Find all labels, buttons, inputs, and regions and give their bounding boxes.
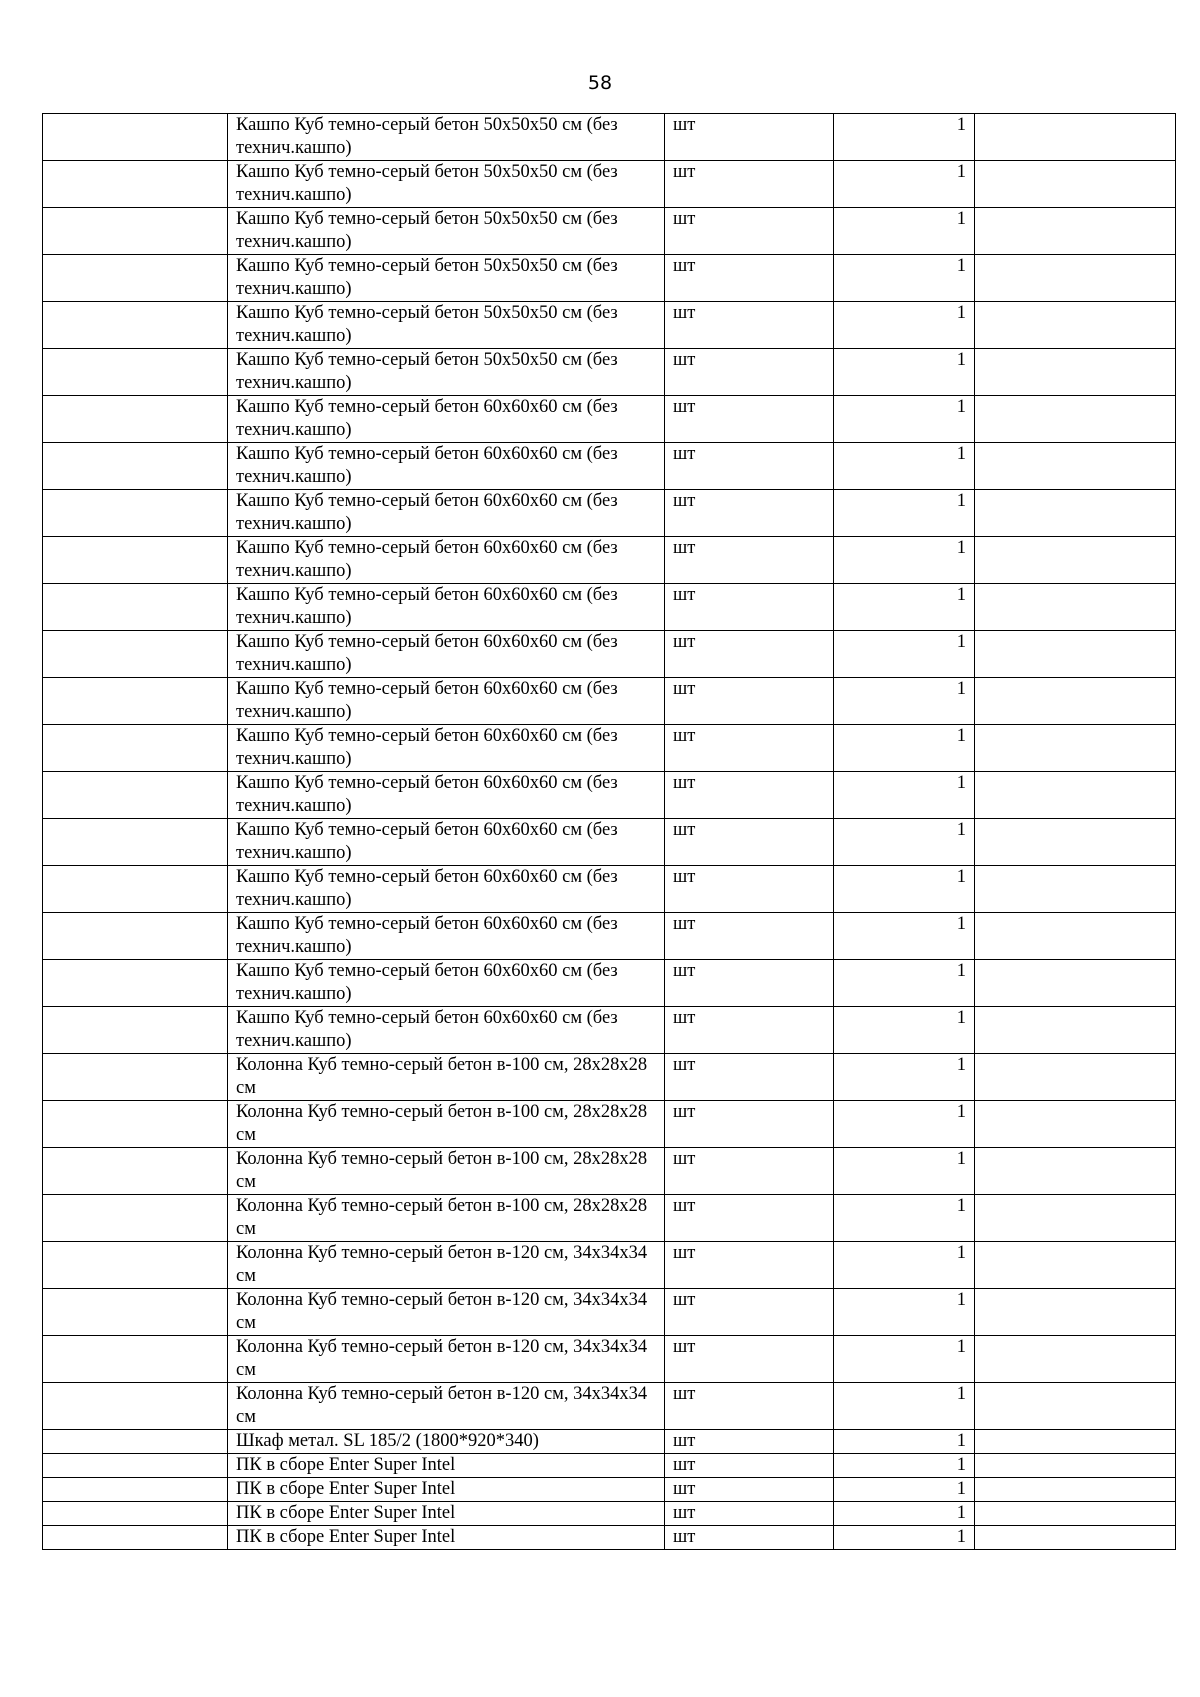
item-name-cell: Кашпо Куб темно-серый бетон 50х50х50 см (без технич.кашпо) bbox=[228, 349, 665, 396]
unit-cell: шт bbox=[665, 396, 834, 443]
item-name-cell: Кашпо Куб темно-серый бетон 50х50х50 см (без технич.кашпо) bbox=[228, 114, 665, 161]
table-row bbox=[43, 1148, 1176, 1195]
table-row bbox=[43, 678, 1176, 725]
table-row bbox=[43, 819, 1176, 866]
notes-cell bbox=[975, 208, 1176, 255]
table-row bbox=[43, 1054, 1176, 1101]
unit-cell: шт bbox=[665, 1148, 834, 1195]
unit-cell: шт bbox=[665, 772, 834, 819]
table-row bbox=[43, 1242, 1176, 1289]
table-row bbox=[43, 255, 1176, 302]
quantity-cell: 1 bbox=[834, 631, 975, 678]
unit-cell: шт bbox=[665, 678, 834, 725]
item-name-cell: ПК в сборе Enter Super Intel bbox=[228, 1454, 665, 1478]
table-row bbox=[43, 537, 1176, 584]
table-row bbox=[43, 1502, 1176, 1526]
table-row bbox=[43, 913, 1176, 960]
table-row bbox=[43, 1195, 1176, 1242]
row-blank-cell bbox=[43, 866, 228, 913]
table-row bbox=[43, 443, 1176, 490]
notes-cell bbox=[975, 1526, 1176, 1550]
item-name-cell: Колонна Куб темно-серый бетон в-100 см, 28х28х28 см bbox=[228, 1101, 665, 1148]
quantity-cell: 1 bbox=[834, 1289, 975, 1336]
quantity-cell: 1 bbox=[834, 349, 975, 396]
quantity-cell: 1 bbox=[834, 1101, 975, 1148]
row-blank-cell bbox=[43, 1502, 228, 1526]
notes-cell bbox=[975, 819, 1176, 866]
unit-cell: шт bbox=[665, 1054, 834, 1101]
item-name-cell: Кашпо Куб темно-серый бетон 60х60х60 см (без технич.кашпо) bbox=[228, 631, 665, 678]
item-name-cell: Колонна Куб темно-серый бетон в-100 см, 28х28х28 см bbox=[228, 1195, 665, 1242]
unit-cell: шт bbox=[665, 114, 834, 161]
quantity-cell: 1 bbox=[834, 678, 975, 725]
notes-cell bbox=[975, 255, 1176, 302]
unit-cell: шт bbox=[665, 1289, 834, 1336]
item-name-cell: ПК в сборе Enter Super Intel bbox=[228, 1478, 665, 1502]
row-blank-cell bbox=[43, 584, 228, 631]
item-name-cell: Кашпо Куб темно-серый бетон 60х60х60 см (без технич.кашпо) bbox=[228, 537, 665, 584]
notes-cell bbox=[975, 1242, 1176, 1289]
unit-cell: шт bbox=[665, 302, 834, 349]
item-name-cell: Колонна Куб темно-серый бетон в-120 см, 34х34х34 см bbox=[228, 1336, 665, 1383]
table-row bbox=[43, 1336, 1176, 1383]
notes-cell bbox=[975, 1195, 1176, 1242]
item-name-cell: Кашпо Куб темно-серый бетон 50х50х50 см (без технич.кашпо) bbox=[228, 255, 665, 302]
item-name-cell: ПК в сборе Enter Super Intel bbox=[228, 1526, 665, 1550]
quantity-cell: 1 bbox=[834, 161, 975, 208]
unit-cell: шт bbox=[665, 1101, 834, 1148]
quantity-cell: 1 bbox=[834, 1383, 975, 1430]
item-name-cell: ПК в сборе Enter Super Intel bbox=[228, 1502, 665, 1526]
table-row bbox=[43, 490, 1176, 537]
quantity-cell: 1 bbox=[834, 1430, 975, 1454]
quantity-cell: 1 bbox=[834, 443, 975, 490]
notes-cell bbox=[975, 490, 1176, 537]
table-row bbox=[43, 1289, 1176, 1336]
notes-cell bbox=[975, 913, 1176, 960]
table-body bbox=[43, 114, 1176, 1550]
notes-cell bbox=[975, 1007, 1176, 1054]
notes-cell bbox=[975, 1101, 1176, 1148]
table-row bbox=[43, 114, 1176, 161]
row-blank-cell bbox=[43, 1336, 228, 1383]
unit-cell: шт bbox=[665, 725, 834, 772]
unit-cell: шт bbox=[665, 255, 834, 302]
quantity-cell: 1 bbox=[834, 913, 975, 960]
notes-cell bbox=[975, 1054, 1176, 1101]
notes-cell bbox=[975, 1454, 1176, 1478]
unit-cell: шт bbox=[665, 208, 834, 255]
table-row bbox=[43, 1430, 1176, 1454]
notes-cell bbox=[975, 725, 1176, 772]
item-name-cell: Колонна Куб темно-серый бетон в-100 см, 28х28х28 см bbox=[228, 1148, 665, 1195]
row-blank-cell bbox=[43, 1430, 228, 1454]
quantity-cell: 1 bbox=[834, 584, 975, 631]
quantity-cell: 1 bbox=[834, 772, 975, 819]
item-name-cell: Кашпо Куб темно-серый бетон 60х60х60 см (без технич.кашпо) bbox=[228, 443, 665, 490]
row-blank-cell bbox=[43, 1101, 228, 1148]
item-name-cell: Кашпо Куб темно-серый бетон 60х60х60 см (без технич.кашпо) bbox=[228, 819, 665, 866]
row-blank-cell bbox=[43, 1478, 228, 1502]
quantity-cell: 1 bbox=[834, 396, 975, 443]
quantity-cell: 1 bbox=[834, 302, 975, 349]
row-blank-cell bbox=[43, 349, 228, 396]
notes-cell bbox=[975, 537, 1176, 584]
table-row bbox=[43, 725, 1176, 772]
row-blank-cell bbox=[43, 631, 228, 678]
table-row bbox=[43, 1101, 1176, 1148]
unit-cell: шт bbox=[665, 1383, 834, 1430]
row-blank-cell bbox=[43, 1242, 228, 1289]
quantity-cell: 1 bbox=[834, 1526, 975, 1550]
table-row bbox=[43, 208, 1176, 255]
page-number: 58 bbox=[587, 72, 613, 94]
unit-cell: шт bbox=[665, 1242, 834, 1289]
item-name-cell: Колонна Куб темно-серый бетон в-100 см, 28х28х28 см bbox=[228, 1054, 665, 1101]
row-blank-cell bbox=[43, 1148, 228, 1195]
item-name-cell: Колонна Куб темно-серый бетон в-120 см, 34х34х34 см bbox=[228, 1383, 665, 1430]
unit-cell: шт bbox=[665, 960, 834, 1007]
item-name-cell: Кашпо Куб темно-серый бетон 50х50х50 см (без технич.кашпо) bbox=[228, 208, 665, 255]
item-name-cell: Шкаф метал. SL 185/2 (1800*920*340) bbox=[228, 1430, 665, 1454]
quantity-cell: 1 bbox=[834, 1502, 975, 1526]
row-blank-cell bbox=[43, 1195, 228, 1242]
unit-cell: шт bbox=[665, 1454, 834, 1478]
row-blank-cell bbox=[43, 255, 228, 302]
unit-cell: шт bbox=[665, 537, 834, 584]
table-row bbox=[43, 1478, 1176, 1502]
table-row bbox=[43, 631, 1176, 678]
table-row bbox=[43, 584, 1176, 631]
row-blank-cell bbox=[43, 1526, 228, 1550]
quantity-cell: 1 bbox=[834, 208, 975, 255]
table-row bbox=[43, 772, 1176, 819]
notes-cell bbox=[975, 678, 1176, 725]
quantity-cell: 1 bbox=[834, 1054, 975, 1101]
row-blank-cell bbox=[43, 537, 228, 584]
unit-cell: шт bbox=[665, 1007, 834, 1054]
notes-cell bbox=[975, 396, 1176, 443]
table-row bbox=[43, 1007, 1176, 1054]
row-blank-cell bbox=[43, 725, 228, 772]
table-row bbox=[43, 302, 1176, 349]
quantity-cell: 1 bbox=[834, 1336, 975, 1383]
quantity-cell: 1 bbox=[834, 1195, 975, 1242]
notes-cell bbox=[975, 584, 1176, 631]
quantity-cell: 1 bbox=[834, 866, 975, 913]
row-blank-cell bbox=[43, 1289, 228, 1336]
unit-cell: шт bbox=[665, 161, 834, 208]
quantity-cell: 1 bbox=[834, 537, 975, 584]
quantity-cell: 1 bbox=[834, 490, 975, 537]
table-row bbox=[43, 1454, 1176, 1478]
notes-cell bbox=[975, 1336, 1176, 1383]
quantity-cell: 1 bbox=[834, 255, 975, 302]
unit-cell: шт bbox=[665, 584, 834, 631]
unit-cell: шт bbox=[665, 1502, 834, 1526]
row-blank-cell bbox=[43, 819, 228, 866]
item-name-cell: Кашпо Куб темно-серый бетон 60х60х60 см (без технич.кашпо) bbox=[228, 913, 665, 960]
unit-cell: шт bbox=[665, 349, 834, 396]
row-blank-cell bbox=[43, 161, 228, 208]
unit-cell: шт bbox=[665, 490, 834, 537]
item-name-cell: Кашпо Куб темно-серый бетон 60х60х60 см (без технич.кашпо) bbox=[228, 584, 665, 631]
item-name-cell: Кашпо Куб темно-серый бетон 60х60х60 см (без технич.кашпо) bbox=[228, 866, 665, 913]
notes-cell bbox=[975, 161, 1176, 208]
unit-cell: шт bbox=[665, 443, 834, 490]
row-blank-cell bbox=[43, 1007, 228, 1054]
row-blank-cell bbox=[43, 678, 228, 725]
unit-cell: шт bbox=[665, 819, 834, 866]
unit-cell: шт bbox=[665, 913, 834, 960]
notes-cell bbox=[975, 1289, 1176, 1336]
item-name-cell: Кашпо Куб темно-серый бетон 60х60х60 см (без технич.кашпо) bbox=[228, 490, 665, 537]
notes-cell bbox=[975, 772, 1176, 819]
quantity-cell: 1 bbox=[834, 960, 975, 1007]
notes-cell bbox=[975, 114, 1176, 161]
unit-cell: шт bbox=[665, 1430, 834, 1454]
item-name-cell: Кашпо Куб темно-серый бетон 60х60х60 см (без технич.кашпо) bbox=[228, 725, 665, 772]
row-blank-cell bbox=[43, 490, 228, 537]
unit-cell: шт bbox=[665, 1526, 834, 1550]
item-name-cell: Кашпо Куб темно-серый бетон 50х50х50 см (без технич.кашпо) bbox=[228, 161, 665, 208]
quantity-cell: 1 bbox=[834, 725, 975, 772]
item-name-cell: Кашпо Куб темно-серый бетон 60х60х60 см (без технич.кашпо) bbox=[228, 396, 665, 443]
item-name-cell: Кашпо Куб темно-серый бетон 60х60х60 см (без технич.кашпо) bbox=[228, 1007, 665, 1054]
unit-cell: шт bbox=[665, 631, 834, 678]
quantity-cell: 1 bbox=[834, 1454, 975, 1478]
item-name-cell: Кашпо Куб темно-серый бетон 60х60х60 см (без технич.кашпо) bbox=[228, 678, 665, 725]
table-row bbox=[43, 1383, 1176, 1430]
notes-cell bbox=[975, 443, 1176, 490]
table-row bbox=[43, 960, 1176, 1007]
notes-cell bbox=[975, 1502, 1176, 1526]
table-row bbox=[43, 349, 1176, 396]
table-row bbox=[43, 866, 1176, 913]
row-blank-cell bbox=[43, 913, 228, 960]
quantity-cell: 1 bbox=[834, 114, 975, 161]
unit-cell: шт bbox=[665, 866, 834, 913]
unit-cell: шт bbox=[665, 1336, 834, 1383]
quantity-cell: 1 bbox=[834, 1007, 975, 1054]
row-blank-cell bbox=[43, 772, 228, 819]
unit-cell: шт bbox=[665, 1195, 834, 1242]
notes-cell bbox=[975, 960, 1176, 1007]
notes-cell bbox=[975, 1430, 1176, 1454]
quantity-cell: 1 bbox=[834, 1478, 975, 1502]
row-blank-cell bbox=[43, 443, 228, 490]
quantity-cell: 1 bbox=[834, 1242, 975, 1289]
row-blank-cell bbox=[43, 114, 228, 161]
row-blank-cell bbox=[43, 396, 228, 443]
notes-cell bbox=[975, 1383, 1176, 1430]
table-row bbox=[43, 1526, 1176, 1550]
row-blank-cell bbox=[43, 208, 228, 255]
table-row bbox=[43, 396, 1176, 443]
item-name-cell: Кашпо Куб темно-серый бетон 60х60х60 см (без технич.кашпо) bbox=[228, 772, 665, 819]
row-blank-cell bbox=[43, 960, 228, 1007]
notes-cell bbox=[975, 302, 1176, 349]
quantity-cell: 1 bbox=[834, 1148, 975, 1195]
notes-cell bbox=[975, 349, 1176, 396]
inventory-table bbox=[42, 113, 1176, 1550]
item-name-cell: Колонна Куб темно-серый бетон в-120 см, 34х34х34 см bbox=[228, 1242, 665, 1289]
notes-cell bbox=[975, 866, 1176, 913]
quantity-cell: 1 bbox=[834, 819, 975, 866]
item-name-cell: Кашпо Куб темно-серый бетон 60х60х60 см (без технич.кашпо) bbox=[228, 960, 665, 1007]
notes-cell bbox=[975, 1478, 1176, 1502]
notes-cell bbox=[975, 631, 1176, 678]
item-name-cell: Колонна Куб темно-серый бетон в-120 см, 34х34х34 см bbox=[228, 1289, 665, 1336]
row-blank-cell bbox=[43, 1454, 228, 1478]
notes-cell bbox=[975, 1148, 1176, 1195]
table-row bbox=[43, 161, 1176, 208]
row-blank-cell bbox=[43, 1383, 228, 1430]
row-blank-cell bbox=[43, 302, 228, 349]
unit-cell: шт bbox=[665, 1478, 834, 1502]
item-name-cell: Кашпо Куб темно-серый бетон 50х50х50 см (без технич.кашпо) bbox=[228, 302, 665, 349]
row-blank-cell bbox=[43, 1054, 228, 1101]
